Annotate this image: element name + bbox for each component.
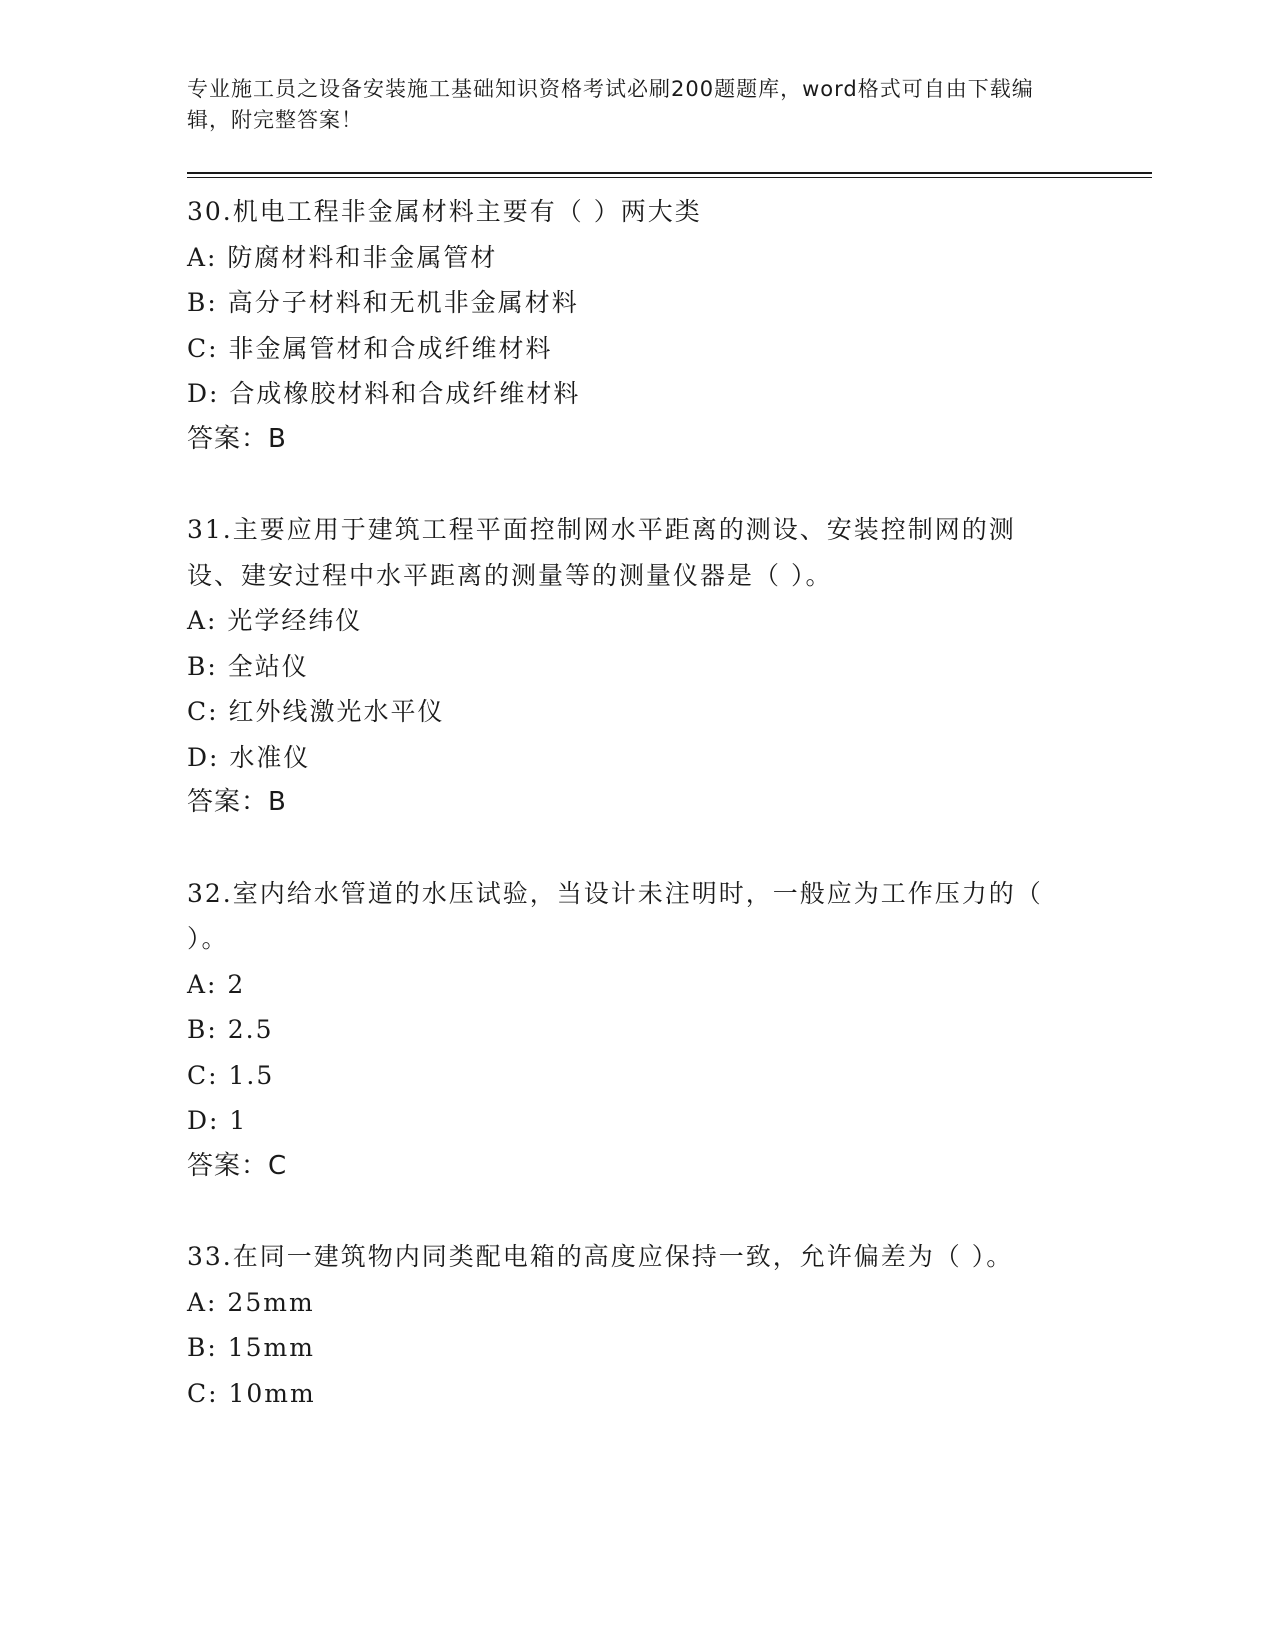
document-header: 专业施工员之设备安装施工基础知识资格考试必刷200题题库，word格式可自由下载编辑，附完整答案！ — [187, 77, 1034, 132]
option-c: C: 10mm — [187, 1378, 316, 1408]
question-gap — [187, 462, 1087, 507]
question-32 — [187, 871, 1087, 1190]
option-a: A: 防腐材料和非金属管材 — [187, 242, 498, 272]
question-stem: 32.室内给水管道的水压试验，当设计未注明时，一般应为工作压力的（ ）。 — [187, 878, 1043, 953]
option-b: B: 全站仪 — [187, 651, 309, 681]
option-c: C: 1.5 — [187, 1060, 275, 1090]
question-list — [187, 189, 1087, 1416]
option-b: B: 2.5 — [187, 1015, 274, 1044]
option-b: B: 高分子材料和无机非金属材料 — [187, 288, 579, 317]
option-c: C: 非金属管材和合成纤维材料 — [187, 333, 553, 363]
option-a: A: 25mm — [187, 1287, 315, 1317]
answer: 答案：C — [187, 1150, 288, 1181]
header-rule-thin — [187, 177, 1152, 178]
option-c: C: 红外线激光水平仪 — [187, 697, 445, 726]
option-a: A: 光学经纬仪 — [187, 606, 363, 635]
answer: 答案：B — [187, 423, 287, 454]
option-d: D: 合成橡胶材料和合成纤维材料 — [187, 379, 581, 408]
question-gap — [187, 826, 1087, 871]
option-d: D: 1 — [187, 1106, 248, 1135]
option-a: A: 2 — [187, 969, 246, 999]
question-31 — [187, 507, 1087, 826]
question-stem: 30.机电工程非金属材料主要有（ ）两大类 — [187, 197, 702, 226]
question-30 — [187, 189, 1087, 462]
question-stem: 33.在同一建筑物内同类配电箱的高度应保持一致，允许偏差为（ ）。 — [187, 1242, 1014, 1271]
option-b: B: 15mm — [187, 1333, 315, 1362]
answer: 答案：B — [187, 787, 287, 817]
header-rule — [187, 172, 1152, 174]
question-33 — [187, 1234, 1087, 1416]
question-gap — [187, 1189, 1087, 1234]
question-stem: 31.主要应用于建筑工程平面控制网水平距离的测设、安装控制网的测设、建安过程中水平距离的测量等的测量仪器是（ ）。 — [187, 515, 1016, 590]
option-d: D: 水准仪 — [187, 742, 311, 772]
